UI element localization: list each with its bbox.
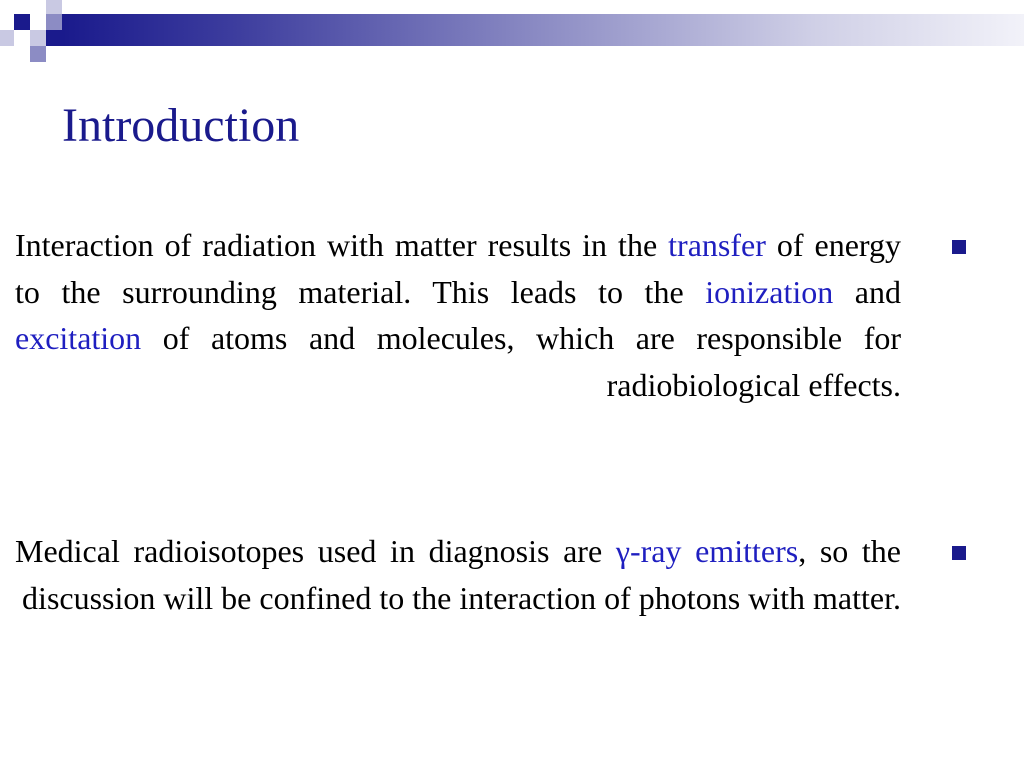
bullet-text — [15, 222, 901, 409]
square-bullet-icon — [952, 546, 966, 560]
highlighted-term: transfer — [668, 227, 766, 263]
decor-square — [30, 14, 46, 30]
header-decoration — [0, 0, 1024, 64]
text-segment: of energy to the surrounding material. This leads to the — [15, 227, 901, 310]
highlighted-term: ionization — [705, 273, 834, 310]
highlighted-term: excitation — [15, 320, 142, 357]
square-bullet-icon — [952, 240, 966, 254]
text-segment: of atoms and molecules, which are responsible for radiobiological effects. — [141, 320, 901, 404]
decor-square — [30, 30, 46, 46]
decor-square — [46, 0, 62, 14]
text-segment: and — [833, 273, 902, 310]
decor-square — [46, 14, 62, 30]
highlighted-term: γ-ray emitters — [615, 533, 799, 569]
decor-square — [14, 30, 30, 46]
decor-square — [30, 46, 46, 62]
text-segment: Medical radioisotopes used in diagnosis are — [15, 533, 616, 569]
text-segment: Interaction of radiation with matter results in the — [15, 227, 669, 263]
slide-title: Introduction — [62, 99, 300, 152]
decor-square — [46, 30, 62, 46]
decor-square — [0, 30, 14, 46]
text-segment: , so the discussion will be confined to the interaction of photons with matter. — [22, 533, 902, 616]
header-gradient-bar — [62, 14, 1024, 46]
decor-square — [14, 14, 30, 30]
bullet-text — [15, 528, 901, 621]
